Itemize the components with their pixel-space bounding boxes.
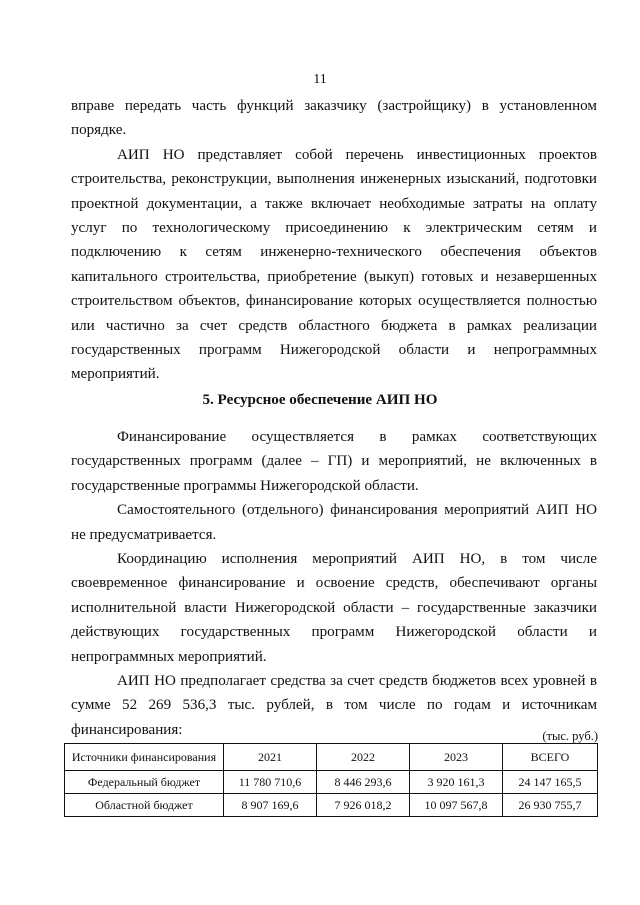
cell-2021: 11 780 710,6 bbox=[224, 771, 317, 794]
header-2023: 2023 bbox=[410, 744, 503, 771]
table-header-row bbox=[65, 744, 598, 771]
header-2022: 2022 bbox=[317, 744, 410, 771]
cell-total: 26 930 755,7 bbox=[503, 794, 598, 817]
table-unit-note: (тыс. руб.) bbox=[542, 729, 598, 743]
paragraph-continuation: вправе передать часть функций заказчику (застройщику) в установленном порядке. bbox=[71, 98, 597, 139]
paragraph-coordination: Координацию исполнения мероприятий АИП НО, в том числе своевременное финансирование и освоение средств, обеспечивают органы исполнительной власти Нижегородской области – государственные заказчики действующих государственных программ Нижегородской области и непрограммных мероприятий. bbox=[71, 551, 597, 665]
cell-2021: 8 907 169,6 bbox=[224, 794, 317, 817]
intro-text bbox=[71, 94, 597, 387]
cell-2023: 10 097 567,8 bbox=[410, 794, 503, 817]
paragraph-total-funds: АИП НО предполагает средства за счет средств бюджетов всех уровней в сумме 52 269 536,3 тыс. рублей, в том числе по годам и источникам финансирования: bbox=[71, 673, 597, 738]
table-row bbox=[65, 771, 598, 794]
financing-table bbox=[64, 743, 598, 817]
section-heading: 5. Ресурсное обеспечение АИП НО bbox=[202, 392, 438, 408]
cell-2022: 8 446 293,6 bbox=[317, 771, 410, 794]
paragraph-financing: Финансирование осуществляется в рамках соответствующих государственных программ (далее – ГП) и мероприятий, не включенных в государственные программы Нижегородской области. bbox=[71, 429, 597, 494]
header-source: Источники финансирования bbox=[65, 744, 224, 771]
paragraph-aip-definition: АИП НО представляет собой перечень инвестиционных проектов строительства, реконструкции, выполнения инженерных изысканий, подготовки проектной документации, а также включает необходимые затраты на оплату услуг по технологическому присоединению к электрическим сетям и подключению к сетям инженерно-технического обеспечения объектов капитального строительства, приобретение (выкуп) готовых и незавершенных строительством объектов, финансирование которых осуществляется полностью или частично за счет средств областного бюджета в рамках реализации государственных программ Нижегородской области и непрограммных мероприятий. bbox=[71, 146, 597, 383]
paragraph-no-separate-financing: Самостоятельного (отдельного) финансирования мероприятий АИП НО не предусматривается. bbox=[71, 502, 597, 543]
row-source: Федеральный бюджет bbox=[65, 771, 224, 794]
section-text bbox=[71, 425, 597, 742]
cell-2023: 3 920 161,3 bbox=[410, 771, 503, 794]
header-2021: 2021 bbox=[224, 744, 317, 771]
cell-total: 24 147 165,5 bbox=[503, 771, 598, 794]
table-row bbox=[65, 794, 598, 817]
page-number: 11 bbox=[313, 72, 327, 87]
row-source: Областной бюджет bbox=[65, 794, 224, 817]
header-total: ВСЕГО bbox=[503, 744, 598, 771]
cell-2022: 7 926 018,2 bbox=[317, 794, 410, 817]
